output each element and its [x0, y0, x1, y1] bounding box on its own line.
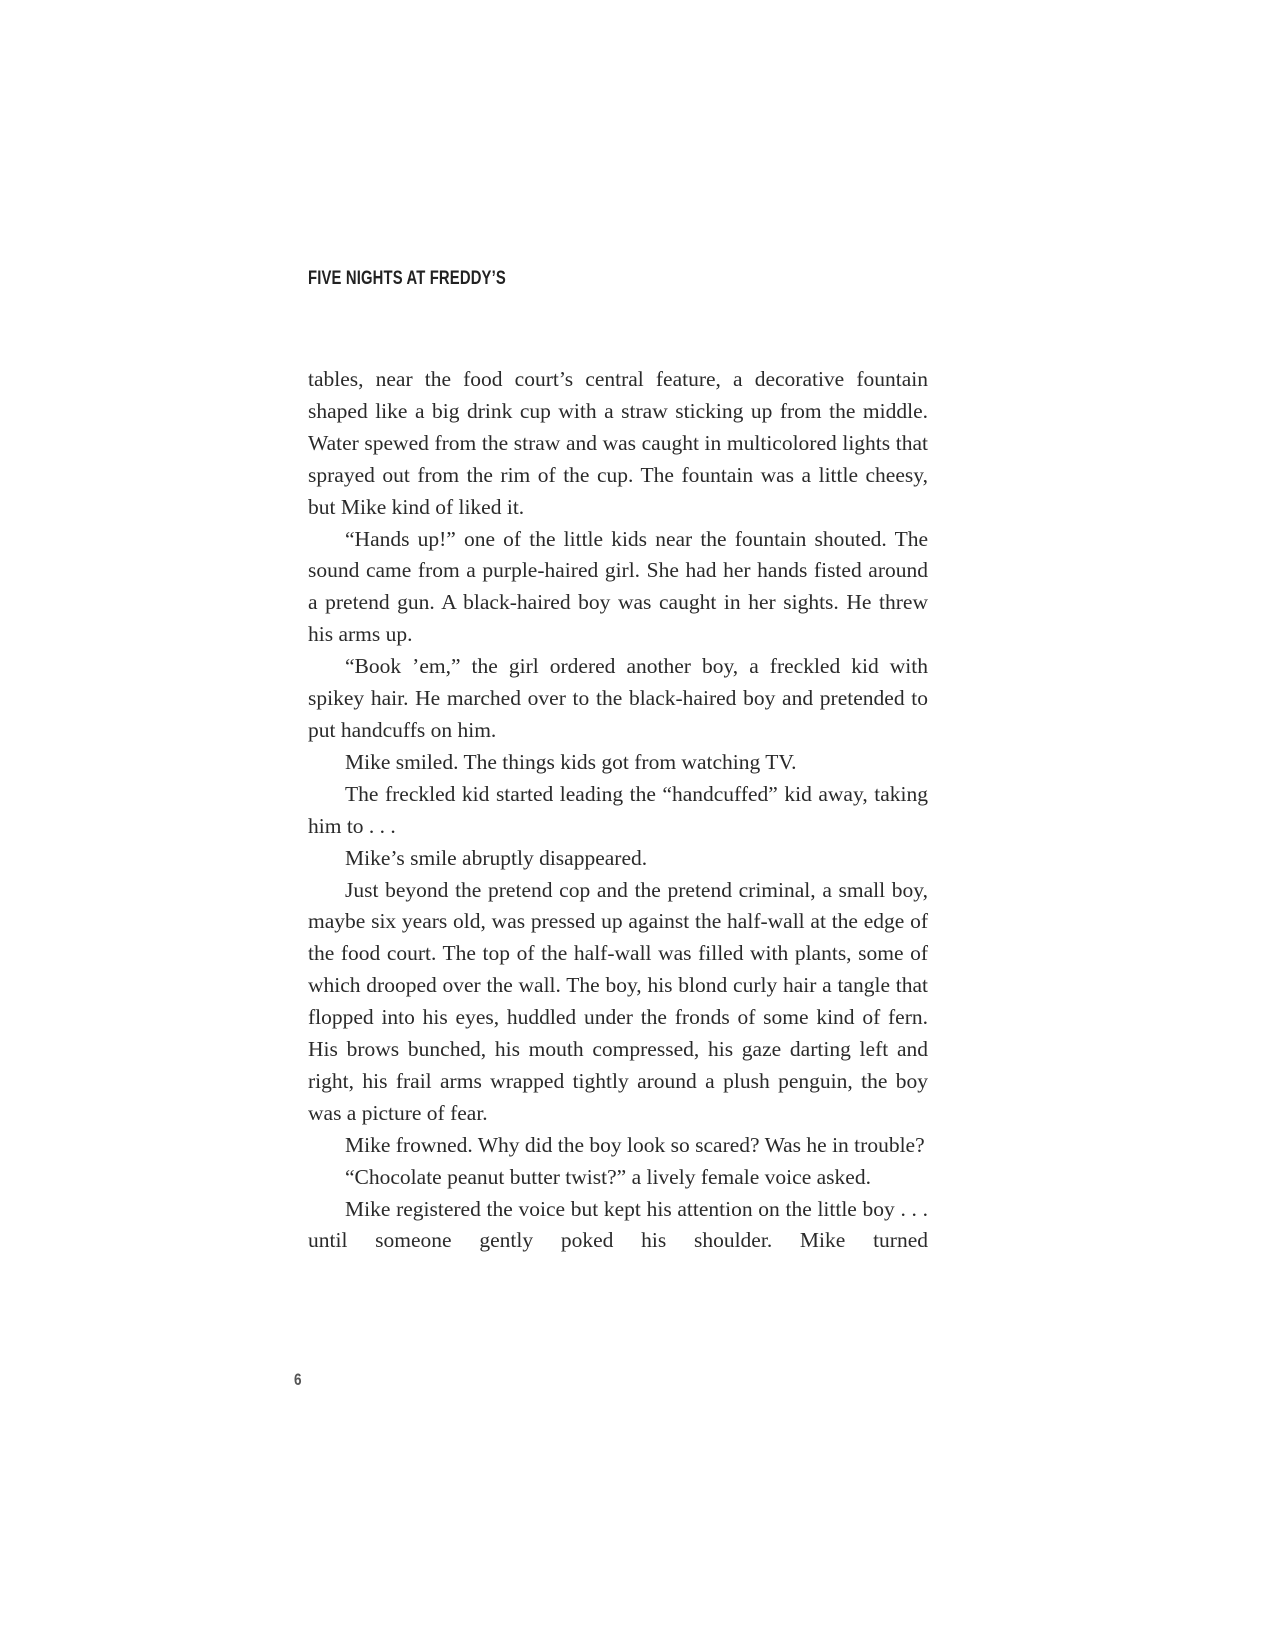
- paragraph: tables, near the food court’s central feature, a decorative fountain shaped like a big drink cup with a straw sticking up from the middle. Water spewed from the straw and was caught in multicolored lights that sprayed out from the rim of the cup. The fountain was a little cheesy, but Mike kind of liked it.: [308, 367, 928, 519]
- running-head: FIVE NIGHTS AT FREDDY’S: [308, 268, 506, 289]
- paragraph: The freckled kid started leading the “handcuffed” kid away, taking him to . . .: [308, 781, 928, 838]
- paragraph: “Book ’em,” the girl ordered another boy, a freckled kid with spikey hair. He marched over to the black-haired boy and pretended to put handcuffs on him.: [308, 654, 928, 742]
- paragraph: Mike’s smile abruptly disappeared.: [345, 845, 648, 870]
- paragraph: Mike frowned. Why did the boy look so scared? Was he in trouble?: [345, 1132, 925, 1157]
- paragraph: Mike registered the voice but kept his attention on the little boy . . . until someone gently poked his shoulder. Mike turned: [308, 1196, 928, 1253]
- paragraph: “Chocolate peanut butter twist?” a lively female voice asked.: [345, 1164, 871, 1189]
- paragraph: “Hands up!” one of the little kids near the fountain shouted. The sound came from a purple-haired girl. She had her hands fisted around a pretend gun. A black-haired boy was caught in her sights. He threw his arms up.: [308, 526, 928, 647]
- page-number: 6: [294, 1370, 302, 1389]
- paragraph: Mike smiled. The things kids got from watching TV.: [345, 749, 797, 774]
- paragraph: Just beyond the pretend cop and the pretend criminal, a small boy, maybe six years old, was pressed up against the half-wall at the edge of the food court. The top of the half-wall was filled with plants, some of which drooped over the wall. The boy, his blond curly hair a tangle that flopped into his eyes, huddled under the fronds of some kind of fern. His brows bunched, his mouth compressed, his gaze darting left and right, his frail arms wrapped tightly around a plush penguin, the boy was a picture of fear.: [308, 877, 928, 1125]
- body-text: [308, 364, 928, 1257]
